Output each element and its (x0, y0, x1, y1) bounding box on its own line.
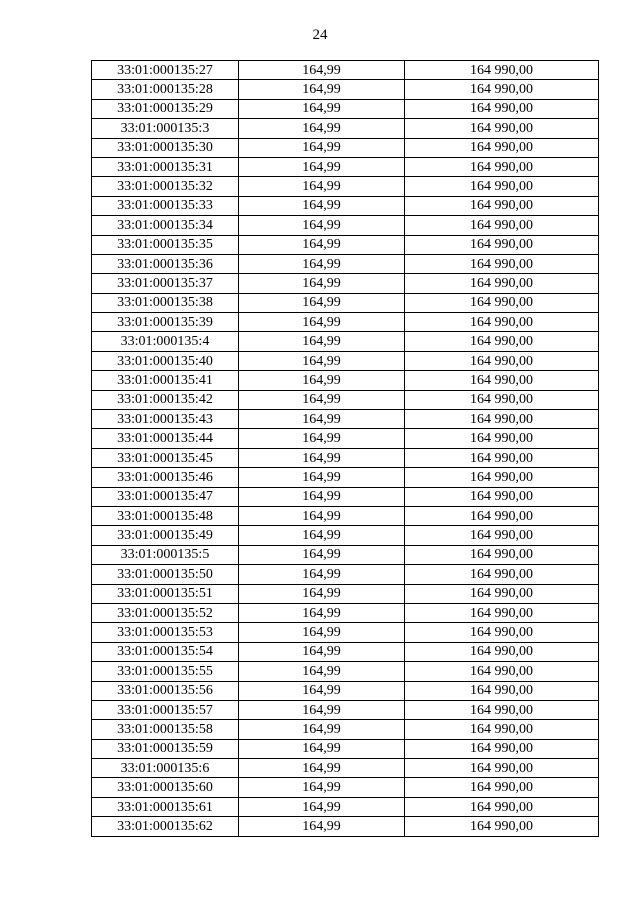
area-cell: 164,99 (239, 526, 405, 545)
table-row (92, 642, 599, 661)
cost-cell: 164 990,00 (405, 584, 599, 603)
cadastral-number-cell: 33:01:000135:59 (92, 739, 239, 758)
area-cell: 164,99 (239, 216, 405, 235)
table-row (92, 487, 599, 506)
cost-cell: 164 990,00 (405, 739, 599, 758)
table-row (92, 603, 599, 622)
table-row (92, 410, 599, 429)
cadastral-number-cell: 33:01:000135:28 (92, 80, 239, 99)
cost-cell: 164 990,00 (405, 506, 599, 525)
cadastral-number-cell: 33:01:000135:62 (92, 817, 239, 836)
cost-cell: 164 990,00 (405, 313, 599, 332)
table-row (92, 565, 599, 584)
cadastral-number-cell: 33:01:000135:57 (92, 700, 239, 719)
area-cell: 164,99 (239, 235, 405, 254)
cost-cell: 164 990,00 (405, 720, 599, 739)
table-row (92, 526, 599, 545)
area-cell: 164,99 (239, 603, 405, 622)
table-row (92, 623, 599, 642)
area-cell: 164,99 (239, 487, 405, 506)
cost-cell: 164 990,00 (405, 119, 599, 138)
cadastral-number-cell: 33:01:000135:54 (92, 642, 239, 661)
table-row (92, 681, 599, 700)
cadastral-number-cell: 33:01:000135:5 (92, 545, 239, 564)
area-cell: 164,99 (239, 410, 405, 429)
table-row (92, 778, 599, 797)
table-body (92, 61, 599, 837)
table-row (92, 254, 599, 273)
cadastral-number-cell: 33:01:000135:3 (92, 119, 239, 138)
area-cell: 164,99 (239, 468, 405, 487)
area-cell: 164,99 (239, 506, 405, 525)
table-row (92, 274, 599, 293)
table-row (92, 293, 599, 312)
area-cell: 164,99 (239, 642, 405, 661)
table-row (92, 235, 599, 254)
cadastral-number-cell: 33:01:000135:34 (92, 216, 239, 235)
area-cell: 164,99 (239, 196, 405, 215)
cost-cell: 164 990,00 (405, 642, 599, 661)
cadastral-number-cell: 33:01:000135:61 (92, 797, 239, 816)
cost-cell: 164 990,00 (405, 700, 599, 719)
table-row (92, 429, 599, 448)
cost-cell: 164 990,00 (405, 99, 599, 118)
cadastral-number-cell: 33:01:000135:50 (92, 565, 239, 584)
area-cell: 164,99 (239, 797, 405, 816)
cost-cell: 164 990,00 (405, 177, 599, 196)
area-cell: 164,99 (239, 739, 405, 758)
table-row (92, 390, 599, 409)
cost-cell: 164 990,00 (405, 759, 599, 778)
area-cell: 164,99 (239, 157, 405, 176)
cost-cell: 164 990,00 (405, 778, 599, 797)
table-row (92, 662, 599, 681)
table-row (92, 797, 599, 816)
table-row (92, 448, 599, 467)
cadastral-number-cell: 33:01:000135:55 (92, 662, 239, 681)
cadastral-number-cell: 33:01:000135:36 (92, 254, 239, 273)
table-row (92, 313, 599, 332)
cadastral-number-cell: 33:01:000135:6 (92, 759, 239, 778)
cost-cell: 164 990,00 (405, 797, 599, 816)
cadastral-number-cell: 33:01:000135:41 (92, 371, 239, 390)
table-row (92, 759, 599, 778)
area-cell: 164,99 (239, 274, 405, 293)
cost-cell: 164 990,00 (405, 293, 599, 312)
cost-cell: 164 990,00 (405, 254, 599, 273)
area-cell: 164,99 (239, 390, 405, 409)
cadastral-number-cell: 33:01:000135:37 (92, 274, 239, 293)
table-row (92, 80, 599, 99)
cadastral-number-cell: 33:01:000135:27 (92, 61, 239, 80)
cadastral-number-cell: 33:01:000135:38 (92, 293, 239, 312)
cost-cell: 164 990,00 (405, 603, 599, 622)
area-cell: 164,99 (239, 80, 405, 99)
cost-cell: 164 990,00 (405, 61, 599, 80)
cost-cell: 164 990,00 (405, 371, 599, 390)
area-cell: 164,99 (239, 565, 405, 584)
table-row (92, 332, 599, 351)
area-cell: 164,99 (239, 177, 405, 196)
cost-cell: 164 990,00 (405, 157, 599, 176)
cadastral-number-cell: 33:01:000135:31 (92, 157, 239, 176)
cadastral-number-cell: 33:01:000135:51 (92, 584, 239, 603)
cost-cell: 164 990,00 (405, 681, 599, 700)
cadastral-number-cell: 33:01:000135:44 (92, 429, 239, 448)
cadastral-number-cell: 33:01:000135:49 (92, 526, 239, 545)
table-row (92, 584, 599, 603)
area-cell: 164,99 (239, 351, 405, 370)
cost-cell: 164 990,00 (405, 817, 599, 836)
table-row (92, 157, 599, 176)
area-cell: 164,99 (239, 720, 405, 739)
table-row (92, 817, 599, 836)
cadastral-number-cell: 33:01:000135:47 (92, 487, 239, 506)
cadastral-number-cell: 33:01:000135:42 (92, 390, 239, 409)
cost-cell: 164 990,00 (405, 526, 599, 545)
cadastral-number-cell: 33:01:000135:45 (92, 448, 239, 467)
cost-cell: 164 990,00 (405, 662, 599, 681)
cost-cell: 164 990,00 (405, 429, 599, 448)
table-row (92, 506, 599, 525)
table-row (92, 371, 599, 390)
cost-cell: 164 990,00 (405, 448, 599, 467)
area-cell: 164,99 (239, 371, 405, 390)
area-cell: 164,99 (239, 313, 405, 332)
table-row (92, 119, 599, 138)
cadastral-number-cell: 33:01:000135:56 (92, 681, 239, 700)
cost-cell: 164 990,00 (405, 138, 599, 157)
cost-cell: 164 990,00 (405, 390, 599, 409)
table-row (92, 700, 599, 719)
table-row (92, 720, 599, 739)
area-cell: 164,99 (239, 817, 405, 836)
cadastral-number-cell: 33:01:000135:30 (92, 138, 239, 157)
area-cell: 164,99 (239, 681, 405, 700)
cadastral-table (91, 60, 599, 837)
table-row (92, 177, 599, 196)
area-cell: 164,99 (239, 99, 405, 118)
table-row (92, 61, 599, 80)
table-row (92, 216, 599, 235)
cadastral-number-cell: 33:01:000135:29 (92, 99, 239, 118)
cost-cell: 164 990,00 (405, 274, 599, 293)
area-cell: 164,99 (239, 662, 405, 681)
cost-cell: 164 990,00 (405, 332, 599, 351)
table-row (92, 99, 599, 118)
cadastral-number-cell: 33:01:000135:33 (92, 196, 239, 215)
cost-cell: 164 990,00 (405, 623, 599, 642)
page-number: 24 (312, 27, 328, 43)
table-row (92, 138, 599, 157)
cadastral-number-cell: 33:01:000135:43 (92, 410, 239, 429)
cost-cell: 164 990,00 (405, 410, 599, 429)
cadastral-number-cell: 33:01:000135:60 (92, 778, 239, 797)
cadastral-number-cell: 33:01:000135:53 (92, 623, 239, 642)
table-row (92, 196, 599, 215)
area-cell: 164,99 (239, 545, 405, 564)
cadastral-number-cell: 33:01:000135:48 (92, 506, 239, 525)
cost-cell: 164 990,00 (405, 351, 599, 370)
table-row (92, 739, 599, 758)
cadastral-number-cell: 33:01:000135:32 (92, 177, 239, 196)
table-row (92, 468, 599, 487)
table-row (92, 351, 599, 370)
cadastral-number-cell: 33:01:000135:35 (92, 235, 239, 254)
cadastral-number-cell: 33:01:000135:58 (92, 720, 239, 739)
area-cell: 164,99 (239, 759, 405, 778)
area-cell: 164,99 (239, 119, 405, 138)
cost-cell: 164 990,00 (405, 545, 599, 564)
area-cell: 164,99 (239, 254, 405, 273)
area-cell: 164,99 (239, 429, 405, 448)
area-cell: 164,99 (239, 778, 405, 797)
area-cell: 164,99 (239, 623, 405, 642)
cost-cell: 164 990,00 (405, 468, 599, 487)
area-cell: 164,99 (239, 700, 405, 719)
area-cell: 164,99 (239, 61, 405, 80)
cost-cell: 164 990,00 (405, 565, 599, 584)
area-cell: 164,99 (239, 138, 405, 157)
cost-cell: 164 990,00 (405, 216, 599, 235)
area-cell: 164,99 (239, 332, 405, 351)
cadastral-number-cell: 33:01:000135:4 (92, 332, 239, 351)
cadastral-number-cell: 33:01:000135:52 (92, 603, 239, 622)
cadastral-number-cell: 33:01:000135:39 (92, 313, 239, 332)
cadastral-number-cell: 33:01:000135:40 (92, 351, 239, 370)
area-cell: 164,99 (239, 448, 405, 467)
cost-cell: 164 990,00 (405, 235, 599, 254)
table-row (92, 545, 599, 564)
cost-cell: 164 990,00 (405, 80, 599, 99)
cost-cell: 164 990,00 (405, 196, 599, 215)
cadastral-number-cell: 33:01:000135:46 (92, 468, 239, 487)
cost-cell: 164 990,00 (405, 487, 599, 506)
area-cell: 164,99 (239, 293, 405, 312)
area-cell: 164,99 (239, 584, 405, 603)
